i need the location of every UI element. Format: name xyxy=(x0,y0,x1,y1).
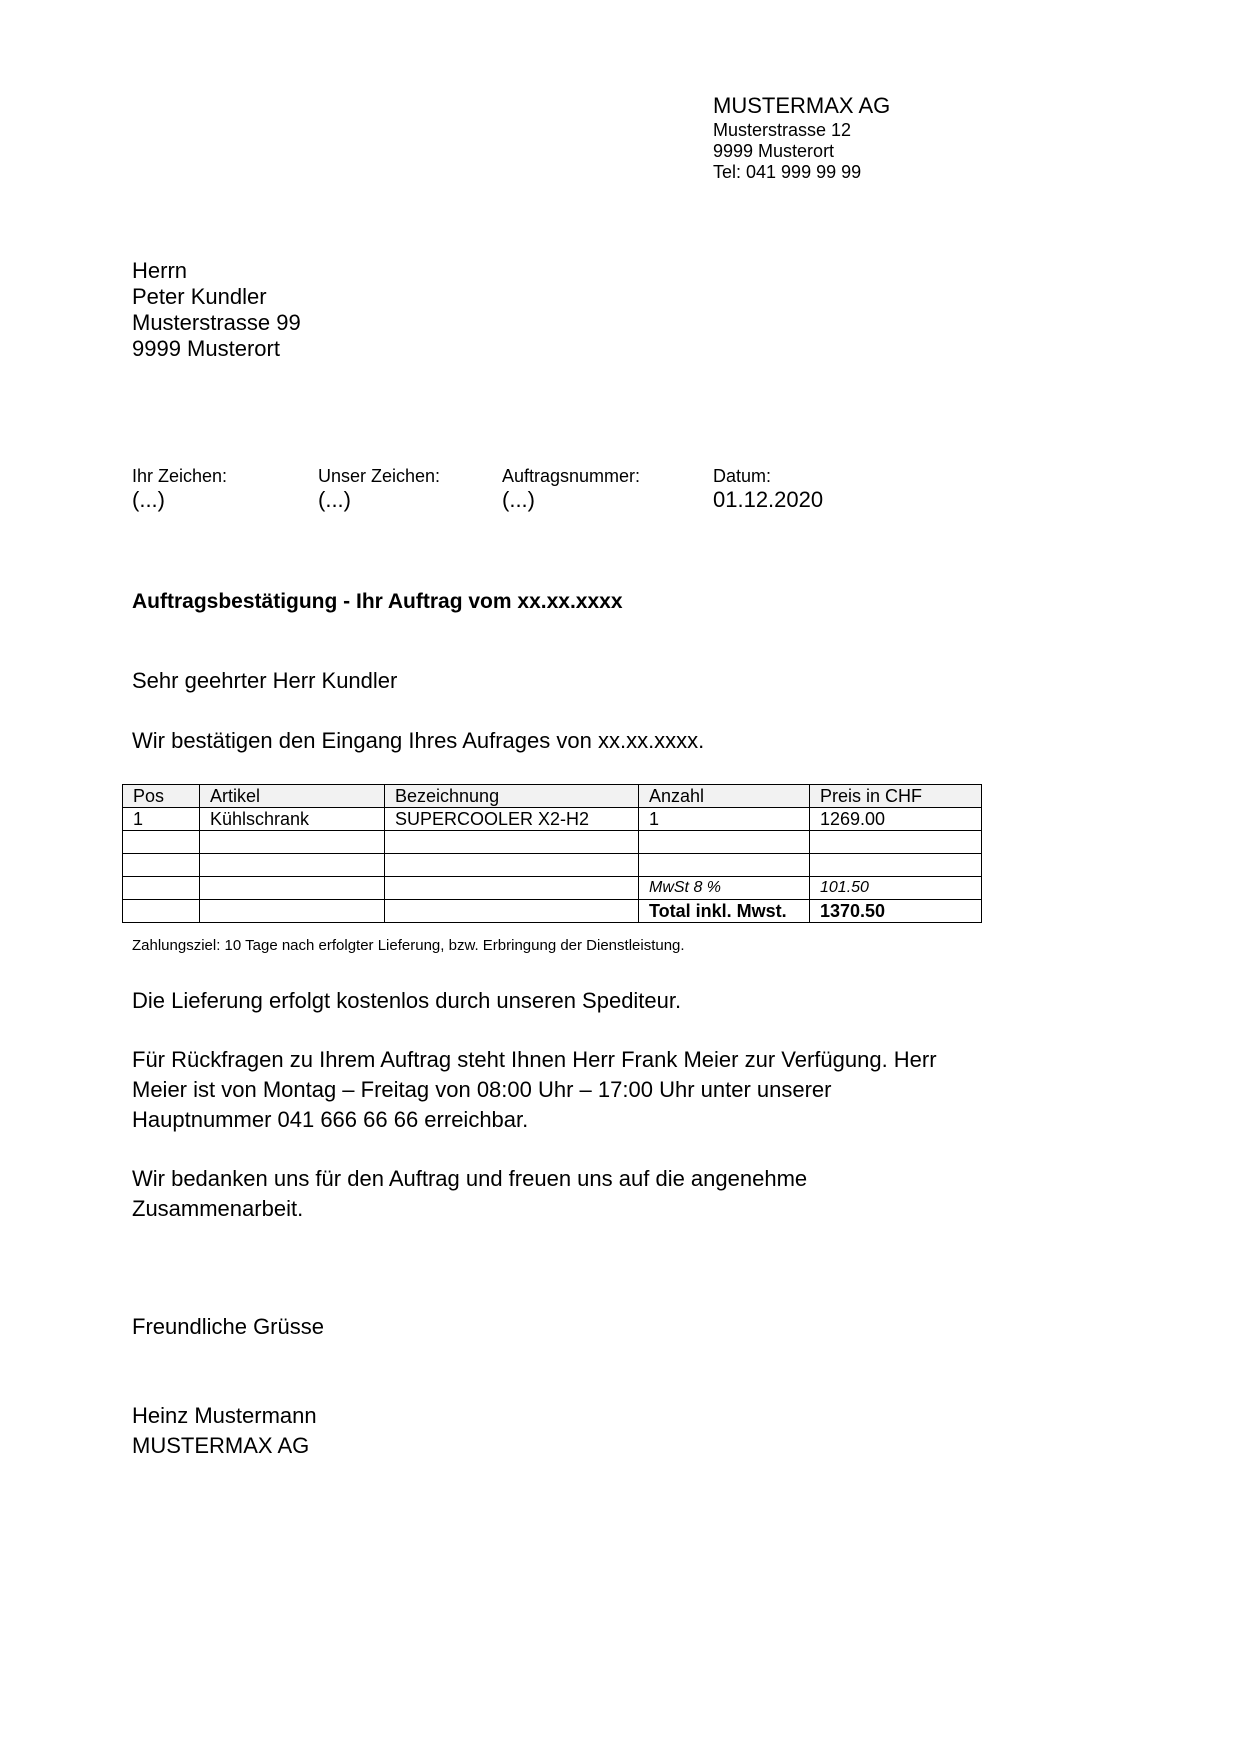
ref-label: Ihr Zeichen: xyxy=(132,466,228,486)
table-row xyxy=(123,808,982,831)
recipient-line: Musterstrasse 99 xyxy=(132,310,301,335)
recipient-line: Peter Kundler xyxy=(132,284,267,309)
recipient-address xyxy=(132,258,301,362)
total-value: 1370.50 xyxy=(810,900,982,923)
signature xyxy=(132,1401,317,1461)
total-label: Total inkl. Mwst. xyxy=(639,900,810,923)
sender-block xyxy=(713,92,890,183)
vat-row xyxy=(123,877,982,900)
ref-value: (...) xyxy=(132,487,165,512)
cell: SUPERCOOLER X2-H2 xyxy=(385,808,639,831)
text-line: Hauptnummer 041 666 66 66 erreichbar. xyxy=(132,1107,529,1132)
cell: 1 xyxy=(639,808,810,831)
ref-auftragsnummer xyxy=(502,466,640,513)
ref-label: Auftragsnummer: xyxy=(502,466,641,486)
recipient-line: 9999 Musterort xyxy=(132,336,280,361)
order-table xyxy=(122,784,982,923)
subject: Auftragsbestätigung - Ihr Auftrag vom xx.xx.xxxx xyxy=(132,590,623,613)
header-cell: Pos xyxy=(123,785,200,808)
text-line: Meier ist von Montag – Freitag von 08:00 Uhr – 17:00 Uhr unter unserer xyxy=(132,1077,832,1102)
text-line: Wir bedanken uns für den Auftrag und freuen uns auf die angenehme xyxy=(132,1166,808,1191)
header-cell: Anzahl xyxy=(639,785,810,808)
header-cell: Artikel xyxy=(200,785,385,808)
cell: 1269.00 xyxy=(810,808,982,831)
closing: Freundliche Grüsse xyxy=(132,1314,324,1339)
salutation: Sehr geehrter Herr Kundler xyxy=(132,668,398,693)
vat-label: MwSt 8 % xyxy=(639,877,810,900)
vat-value: 101.50 xyxy=(810,877,982,900)
header-cell: Bezeichnung xyxy=(385,785,639,808)
cell: Kühlschrank xyxy=(200,808,385,831)
ref-value: (...) xyxy=(318,487,351,512)
paragraph-contact xyxy=(132,1045,937,1135)
table-header-row xyxy=(123,785,982,808)
ref-ihr-zeichen xyxy=(132,466,227,513)
paragraph-thanks xyxy=(132,1164,807,1224)
table-row-empty xyxy=(123,831,982,854)
cell: 1 xyxy=(123,808,200,831)
sender-city: 9999 Musterort xyxy=(713,141,835,161)
header-cell: Preis in CHF xyxy=(810,785,982,808)
signer-name: Heinz Mustermann xyxy=(132,1403,317,1428)
ref-datum xyxy=(713,466,823,513)
text-line: Für Rückfragen zu Ihrem Auftrag steht Ihnen Herr Frank Meier zur Verfügung. Herr xyxy=(132,1047,937,1072)
payment-terms: Zahlungsziel: 10 Tage nach erfolgter Lieferung, bzw. Erbringung der Dienstleistung. xyxy=(132,937,685,954)
ref-label: Datum: xyxy=(713,466,772,486)
text-line: Die Lieferung erfolgt kostenlos durch unseren Spediteur. xyxy=(132,988,682,1013)
text-line: Zusammenarbeit. xyxy=(132,1196,304,1221)
sender-company: MUSTERMAX AG xyxy=(713,93,891,118)
sender-phone: Tel: 041 999 99 99 xyxy=(713,162,862,182)
ref-unser-zeichen xyxy=(318,466,440,513)
table-row-empty xyxy=(123,854,982,877)
ref-value: 01.12.2020 xyxy=(713,487,824,512)
ref-label: Unser Zeichen: xyxy=(318,466,441,486)
signer-company: MUSTERMAX AG xyxy=(132,1433,310,1458)
ref-value: (...) xyxy=(502,487,535,512)
sender-street: Musterstrasse 12 xyxy=(713,120,852,140)
paragraph-delivery xyxy=(132,986,681,1016)
intro: Wir bestätigen den Eingang Ihres Aufrages von xx.xx.xxxx. xyxy=(132,728,705,753)
total-row xyxy=(123,900,982,923)
recipient-line: Herrn xyxy=(132,258,188,283)
